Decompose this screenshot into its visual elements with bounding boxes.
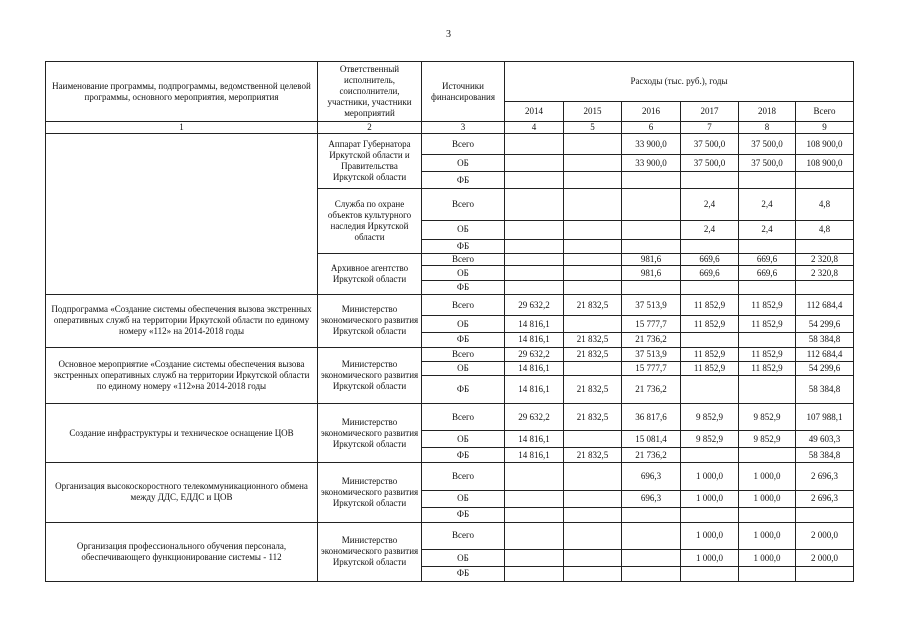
executor-cell: Министерство экономического развития Иркутской области (318, 522, 422, 581)
value-cell (739, 448, 796, 463)
table-row (46, 134, 854, 155)
value-cell (796, 507, 854, 522)
column-index: 6 (622, 122, 681, 134)
value-cell (622, 522, 681, 550)
program-name-cell (46, 134, 318, 295)
value-cell: 1 000,0 (739, 463, 796, 491)
value-cell: 21 736,2 (622, 376, 681, 404)
value-cell: 112 684,4 (796, 294, 854, 315)
value-cell: 1 000,0 (681, 550, 739, 567)
value-cell: 15 777,7 (622, 316, 681, 333)
value-cell: 1 000,0 (739, 522, 796, 550)
column-index: 9 (796, 122, 854, 134)
value-cell: 9 852,9 (739, 431, 796, 448)
value-cell: 37 500,0 (739, 155, 796, 172)
value-cell: 14 816,1 (505, 431, 564, 448)
source-cell: ОБ (422, 266, 505, 281)
value-cell (564, 361, 622, 376)
value-cell (739, 172, 796, 189)
value-cell (505, 266, 564, 281)
value-cell (681, 281, 739, 295)
value-cell (505, 253, 564, 266)
value-cell: 9 852,9 (681, 431, 739, 448)
value-cell (796, 566, 854, 581)
value-cell: 33 900,0 (622, 155, 681, 172)
value-cell (564, 463, 622, 491)
value-cell: 2,4 (681, 189, 739, 221)
value-cell (564, 155, 622, 172)
value-cell (505, 566, 564, 581)
header-year: 2018 (739, 102, 796, 122)
value-cell: 15 081,4 (622, 431, 681, 448)
value-cell (564, 266, 622, 281)
value-cell: 37 500,0 (681, 155, 739, 172)
column-index: 8 (739, 122, 796, 134)
value-cell: 669,6 (739, 266, 796, 281)
column-index: 2 (318, 122, 422, 134)
value-cell: 14 816,1 (505, 316, 564, 333)
value-cell (564, 507, 622, 522)
table-row (46, 403, 854, 431)
value-cell: 2,4 (681, 220, 739, 239)
value-cell (505, 220, 564, 239)
value-cell (564, 134, 622, 155)
value-cell: 1 000,0 (681, 463, 739, 491)
value-cell: 9 852,9 (739, 403, 796, 431)
value-cell (505, 281, 564, 295)
executor-cell: Министерство экономического развития Иркутской области (318, 347, 422, 403)
value-cell (681, 376, 739, 404)
value-cell: 11 852,9 (739, 294, 796, 315)
header-sources: Источники финансирования (422, 62, 505, 122)
value-cell: 11 852,9 (681, 316, 739, 333)
source-cell: Всего (422, 347, 505, 361)
source-cell: ФБ (422, 376, 505, 404)
column-index: 3 (422, 122, 505, 134)
source-cell: ФБ (422, 448, 505, 463)
value-cell: 37 500,0 (681, 134, 739, 155)
value-cell: 112 684,4 (796, 347, 854, 361)
executor-cell: Министерство экономического развития Иркутской области (318, 294, 422, 347)
page-number: 3 (446, 29, 451, 40)
source-cell: Всего (422, 463, 505, 491)
value-cell: 1 000,0 (739, 490, 796, 507)
program-name-cell: Организация профессионального обучения персонала, обеспечивающего функционирование системы - 112 (46, 522, 318, 581)
program-name-cell: Создание инфраструктуры и техническое оснащение ЦОВ (46, 403, 318, 462)
value-cell (739, 281, 796, 295)
value-cell (622, 239, 681, 253)
value-cell: 14 816,1 (505, 361, 564, 376)
executor-cell: Министерство экономического развития Иркутской области (318, 463, 422, 522)
value-cell: 108 900,0 (796, 155, 854, 172)
value-cell (622, 281, 681, 295)
value-cell: 11 852,9 (739, 347, 796, 361)
value-cell: 4,8 (796, 189, 854, 221)
value-cell (505, 155, 564, 172)
value-cell: 981,6 (622, 253, 681, 266)
value-cell: 696,3 (622, 463, 681, 491)
value-cell: 1 000,0 (739, 550, 796, 567)
value-cell: 9 852,9 (681, 403, 739, 431)
source-cell: Всего (422, 253, 505, 266)
header-year: 2017 (681, 102, 739, 122)
executor-cell: Министерство экономического развития Иркутской области (318, 403, 422, 462)
table-row (46, 294, 854, 315)
value-cell: 21 832,5 (564, 448, 622, 463)
value-cell: 29 632,2 (505, 347, 564, 361)
value-cell: 2 000,0 (796, 550, 854, 567)
source-cell: ФБ (422, 281, 505, 295)
value-cell (564, 566, 622, 581)
value-cell (564, 490, 622, 507)
value-cell: 37 513,9 (622, 294, 681, 315)
value-cell: 21 736,2 (622, 448, 681, 463)
source-cell: Всего (422, 522, 505, 550)
program-name-cell: Подпрограмма «Создание системы обеспечения вызова экстренных оперативных служб на территории Иркутской области по единому номеру «112» на 2014-2018 годы (46, 294, 318, 347)
value-cell: 29 632,2 (505, 403, 564, 431)
value-cell (681, 239, 739, 253)
value-cell: 15 777,7 (622, 361, 681, 376)
value-cell (564, 316, 622, 333)
value-cell: 58 384,8 (796, 376, 854, 404)
source-cell: Всего (422, 403, 505, 431)
source-cell: ОБ (422, 316, 505, 333)
value-cell (564, 239, 622, 253)
source-cell: ФБ (422, 507, 505, 522)
value-cell (622, 550, 681, 567)
source-cell: ОБ (422, 220, 505, 239)
value-cell: 2 000,0 (796, 522, 854, 550)
value-cell (564, 281, 622, 295)
value-cell (681, 507, 739, 522)
value-cell: 58 384,8 (796, 448, 854, 463)
table-row (46, 463, 854, 491)
value-cell: 2 696,3 (796, 463, 854, 491)
value-cell: 49 603,3 (796, 431, 854, 448)
value-cell: 2,4 (739, 220, 796, 239)
source-cell: ФБ (422, 566, 505, 581)
value-cell (681, 333, 739, 348)
value-cell (505, 522, 564, 550)
value-cell: 669,6 (681, 266, 739, 281)
value-cell: 29 632,2 (505, 294, 564, 315)
header-expenses: Расходы (тыс. руб.), годы (505, 62, 854, 102)
value-cell: 37 513,9 (622, 347, 681, 361)
program-name-cell: Основное мероприятие «Создание системы обеспечения вызова экстренных оперативных служб на территории Иркутской области по единому номеру «112»на 2014-2018 годы (46, 347, 318, 403)
value-cell (622, 507, 681, 522)
column-index: 7 (681, 122, 739, 134)
value-cell (622, 172, 681, 189)
value-cell: 2 320,8 (796, 266, 854, 281)
value-cell (796, 239, 854, 253)
value-cell: 669,6 (681, 253, 739, 266)
value-cell: 14 816,1 (505, 333, 564, 348)
column-index: 5 (564, 122, 622, 134)
executor-cell: Аппарат Губернатора Иркутской области и Правительства Иркутской области (318, 134, 422, 189)
value-cell: 1 000,0 (681, 490, 739, 507)
value-cell: 14 816,1 (505, 376, 564, 404)
source-cell: ОБ (422, 431, 505, 448)
value-cell (681, 172, 739, 189)
table-row (46, 522, 854, 550)
value-cell: 2 320,8 (796, 253, 854, 266)
value-cell (796, 281, 854, 295)
value-cell: 108 900,0 (796, 134, 854, 155)
value-cell: 11 852,9 (681, 347, 739, 361)
value-cell (564, 550, 622, 567)
source-cell: ОБ (422, 361, 505, 376)
value-cell (564, 220, 622, 239)
value-cell: 696,3 (622, 490, 681, 507)
source-cell: ОБ (422, 490, 505, 507)
value-cell: 11 852,9 (739, 316, 796, 333)
executor-cell: Служба по охране объектов культурного наследия Иркутской области (318, 189, 422, 254)
source-cell: Всего (422, 294, 505, 315)
value-cell: 37 500,0 (739, 134, 796, 155)
value-cell: 2 696,3 (796, 490, 854, 507)
value-cell: 981,6 (622, 266, 681, 281)
executor-cell: Архивное агентство Иркутской области (318, 253, 422, 294)
value-cell: 54 299,6 (796, 361, 854, 376)
value-cell: 11 852,9 (681, 294, 739, 315)
value-cell (505, 189, 564, 221)
value-cell: 1 000,0 (681, 522, 739, 550)
value-cell (739, 333, 796, 348)
source-cell: ФБ (422, 172, 505, 189)
source-cell: ФБ (422, 239, 505, 253)
value-cell: 21 832,5 (564, 294, 622, 315)
source-cell: ФБ (422, 333, 505, 348)
value-cell: 21 832,5 (564, 376, 622, 404)
budget-table (45, 61, 854, 582)
value-cell (564, 189, 622, 221)
value-cell (564, 522, 622, 550)
value-cell (505, 239, 564, 253)
value-cell: 669,6 (739, 253, 796, 266)
value-cell: 4,8 (796, 220, 854, 239)
value-cell: 14 816,1 (505, 448, 564, 463)
value-cell (505, 172, 564, 189)
column-index: 1 (46, 122, 318, 134)
value-cell (505, 550, 564, 567)
header-year: 2015 (564, 102, 622, 122)
source-cell: ОБ (422, 155, 505, 172)
value-cell (622, 220, 681, 239)
source-cell: ОБ (422, 550, 505, 567)
program-name-cell: Организация высокоскоростного телекоммуникационного обмена между ДДС, ЕДДС и ЦОВ (46, 463, 318, 522)
value-cell: 21 736,2 (622, 333, 681, 348)
value-cell (564, 253, 622, 266)
value-cell: 58 384,8 (796, 333, 854, 348)
header-year: 2014 (505, 102, 564, 122)
header-name: Наименование программы, подпрограммы, ведомственной целевой программы, основного мероприятия, мероприятия (46, 62, 318, 122)
value-cell (622, 566, 681, 581)
table-row (46, 347, 854, 361)
value-cell: 107 988,1 (796, 403, 854, 431)
value-cell (739, 507, 796, 522)
column-index: 4 (505, 122, 564, 134)
value-cell: 21 832,5 (564, 333, 622, 348)
value-cell (681, 566, 739, 581)
header-year: 2016 (622, 102, 681, 122)
value-cell: 11 852,9 (739, 361, 796, 376)
value-cell: 36 817,6 (622, 403, 681, 431)
value-cell (796, 172, 854, 189)
value-cell (505, 490, 564, 507)
value-cell: 11 852,9 (681, 361, 739, 376)
value-cell (505, 134, 564, 155)
value-cell (739, 239, 796, 253)
value-cell (681, 448, 739, 463)
header-executor: Ответственный исполнитель, соисполнители, участники, участники мероприятий (318, 62, 422, 122)
value-cell (505, 507, 564, 522)
value-cell (564, 172, 622, 189)
value-cell (739, 566, 796, 581)
value-cell: 21 832,5 (564, 347, 622, 361)
value-cell (739, 376, 796, 404)
value-cell: 33 900,0 (622, 134, 681, 155)
source-cell: Всего (422, 189, 505, 221)
value-cell (564, 431, 622, 448)
value-cell: 2,4 (739, 189, 796, 221)
value-cell (505, 463, 564, 491)
value-cell (622, 189, 681, 221)
value-cell: 21 832,5 (564, 403, 622, 431)
header-total: Всего (796, 102, 854, 122)
value-cell: 54 299,6 (796, 316, 854, 333)
source-cell: Всего (422, 134, 505, 155)
